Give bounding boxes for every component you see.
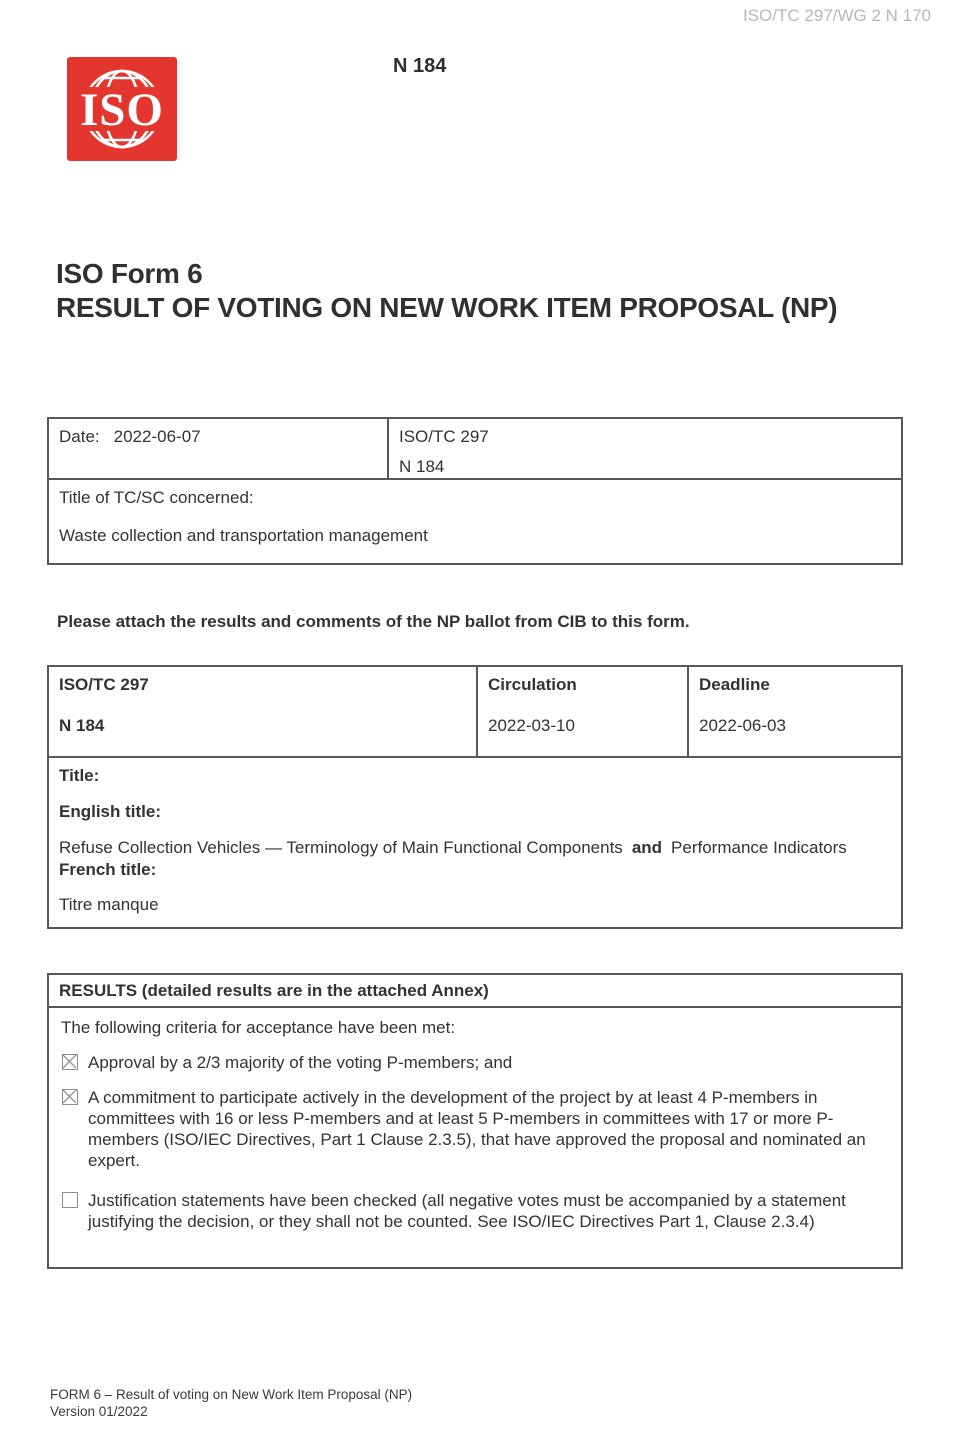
iso-logo-icon bbox=[67, 57, 177, 161]
english-title-part1: Refuse Collection Vehicles — Terminology of Main Functional Components bbox=[59, 838, 623, 857]
date-value: 2022-06-07 bbox=[113, 427, 201, 446]
checkbox-commitment-icon bbox=[62, 1089, 78, 1105]
title-label: Title: bbox=[59, 766, 100, 785]
doc-reference: ISO/TC 297/WG 2 N 170 bbox=[742, 6, 931, 25]
info-table bbox=[47, 417, 903, 565]
deadline-cell bbox=[689, 667, 901, 756]
english-title-conjunction: and bbox=[631, 838, 663, 857]
checkbox-x-mark-icon bbox=[62, 1089, 77, 1104]
ballot-committee-name: ISO/TC 297 bbox=[59, 675, 149, 694]
criterion-commitment bbox=[61, 1087, 889, 1171]
attach-note: Please attach the results and comments of the NP ballot from CIB to this form. bbox=[57, 612, 690, 631]
circulation-label: Circulation bbox=[488, 675, 577, 694]
criterion-justification bbox=[61, 1190, 889, 1232]
english-title-part2: Performance Indicators bbox=[671, 838, 847, 857]
tc-title-cell bbox=[49, 480, 901, 563]
criterion-approval bbox=[61, 1052, 889, 1073]
ballot-table bbox=[47, 665, 903, 929]
deadline-date: 2022-06-03 bbox=[699, 716, 786, 735]
doc-number: N 184 bbox=[393, 55, 447, 77]
page-footer bbox=[50, 1386, 412, 1420]
french-title-value: Titre manque bbox=[59, 895, 159, 914]
date-label: Date: bbox=[59, 427, 100, 446]
english-title-value bbox=[59, 837, 859, 858]
date-cell bbox=[49, 419, 389, 478]
iso-globe-icon bbox=[67, 57, 177, 161]
footer-form-name: FORM 6 – Result of voting on New Work Item Proposal (NP) bbox=[50, 1387, 413, 1402]
french-title-label: French title: bbox=[59, 860, 157, 879]
page-title bbox=[56, 257, 837, 325]
committee-cell bbox=[389, 419, 901, 478]
checkbox-x-mark-icon bbox=[62, 1054, 77, 1069]
committee-doc-number: N 184 bbox=[399, 457, 445, 476]
iso-logo-text: ISO bbox=[80, 84, 164, 136]
ballot-table-header-row bbox=[49, 667, 901, 758]
results-intro: The following criteria for acceptance have been met: bbox=[61, 1018, 456, 1037]
criterion-commitment-text: A commitment to participate actively in the development of the project by at least 4 P-members in committees with 16 or less P-members and at least 5 P-members in committees with 17 or more P-members (ISO/IEC Directives, Part 1 Clause 2.3.5), that have approved the proposal and nominated an expert. bbox=[88, 1088, 866, 1170]
criterion-justification-text: Justification statements have been checked (all negative votes must be accompanied by a statement justifying the decision, or they shall not be counted. See ISO/IEC Directives Part 1, Clause 2.3.4) bbox=[88, 1191, 846, 1231]
results-header: RESULTS (detailed results are in the attached Annex) bbox=[49, 975, 901, 1008]
form-name: ISO Form 6 bbox=[56, 258, 203, 289]
ballot-committee-cell bbox=[49, 667, 478, 756]
tc-title-label: Title of TC/SC concerned: bbox=[59, 488, 254, 507]
titles-cell bbox=[49, 758, 901, 927]
criterion-approval-text: Approval by a 2/3 majority of the voting P-members; and bbox=[88, 1053, 513, 1072]
circulation-date: 2022-03-10 bbox=[488, 716, 575, 735]
deadline-label: Deadline bbox=[699, 675, 770, 694]
footer-version: Version 01/2022 bbox=[50, 1404, 148, 1419]
results-table bbox=[47, 973, 903, 1269]
form-subject: RESULT OF VOTING ON NEW WORK ITEM PROPOSAL (NP) bbox=[56, 292, 838, 323]
checkbox-approval-icon bbox=[62, 1054, 78, 1070]
english-title-label: English title: bbox=[59, 802, 161, 821]
circulation-cell bbox=[478, 667, 689, 756]
tc-title-value: Waste collection and transportation management bbox=[59, 526, 428, 545]
ballot-doc-number: N 184 bbox=[59, 716, 105, 735]
checkbox-justification-icon bbox=[62, 1192, 78, 1208]
committee-name: ISO/TC 297 bbox=[399, 427, 489, 446]
results-body bbox=[49, 1008, 901, 1267]
info-table-row-1 bbox=[49, 419, 901, 480]
